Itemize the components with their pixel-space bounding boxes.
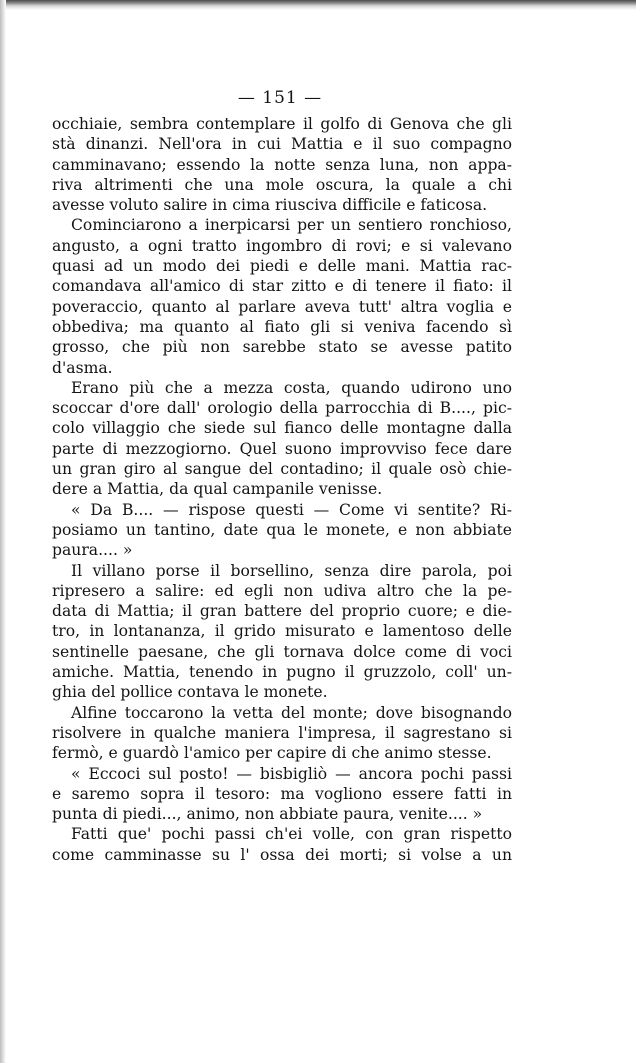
text-line: camminavano; essendo la notte senza luna, non appa- bbox=[52, 155, 512, 174]
text-line: sentinelle paesane, che gli tornava dolce come di voci bbox=[52, 642, 512, 661]
text-line: Cominciarono a inerpicarsi per un sentiero ronchioso, bbox=[71, 216, 512, 235]
page-number: — 151 — bbox=[237, 88, 323, 108]
text-line: ripresero a salire: ed egli non udiva altro che la pe- bbox=[52, 581, 512, 600]
text-line: Il villano porse il borsellino, senza dire parola, poi bbox=[71, 561, 512, 580]
text-line: un gran giro al sangue del contadino; il quale osò chie- bbox=[52, 460, 512, 479]
text-line: « Da B.... — rispose questi — Come vi sentite? Ri- bbox=[71, 500, 512, 519]
text-line: ghia del pollice contava le monete. bbox=[52, 683, 328, 702]
text-line: risolvere in qualche maniera l'impresa, il sagrestano si bbox=[52, 723, 512, 742]
text-line: occhiaie, sembra contemplare il golfo di Genova che gli bbox=[52, 115, 512, 133]
text-line: Alfine toccarono la vetta del monte; dove bisognando bbox=[71, 703, 512, 722]
text-line: scoccar d'ore dall' orologio della parrocchia di B...., pic- bbox=[52, 399, 512, 418]
text-line: d'asma. bbox=[52, 358, 113, 377]
text-line: posiamo un tantino, date qua le monete, e non abbiate bbox=[52, 520, 512, 539]
text-line: obbediva; ma quanto al fiato gli si veniva facendo sì bbox=[52, 317, 512, 336]
text-line: fermò, e guardò l'amico per capire di che animo stesse. bbox=[52, 744, 492, 763]
text-line: avesse voluto salire in cima riusciva difficile e faticosa. bbox=[52, 196, 488, 215]
text-line: amiche. Mattia, tenendo in pugno il gruzzolo, coll' un- bbox=[52, 663, 512, 682]
body-text bbox=[52, 114, 512, 865]
text-line: parte di mezzogiorno. Quel suono improvviso fece dare bbox=[52, 439, 512, 458]
text-line: « Eccoci sul posto! — bisbigliò — ancora pochi passi bbox=[71, 764, 512, 783]
text-line: grosso, che più non sarebbe stato se avesse patito bbox=[52, 338, 512, 357]
text-line: comandava all'amico di star zitto e di tenere il fiato: il bbox=[52, 277, 512, 296]
text-line: paura.... » bbox=[52, 541, 133, 560]
text-line: Erano più che a mezza costa, quando udirono uno bbox=[71, 378, 512, 397]
page-top-edge-shadow bbox=[0, 0, 636, 10]
text-line: stà dinanzi. Nell'ora in cui Mattia e il suo compagno bbox=[52, 135, 512, 154]
text-line: quasi ad un modo dei piedi e delle mani. Mattia rac- bbox=[52, 257, 512, 276]
text-line: tro, in lontananza, il grido misurato e lamentoso delle bbox=[52, 622, 512, 641]
text-line: angusto, a ogni tratto ingombro di rovi; e si valevano bbox=[52, 236, 512, 255]
text-line: data di Mattia; il gran battere del proprio cuore; e die- bbox=[52, 602, 512, 621]
text-line: Fatti que' pochi passi ch'ei volle, con gran rispetto bbox=[71, 825, 512, 844]
text-line: dere a Mattia, da qual campanile venisse. bbox=[52, 480, 383, 499]
text-line: e saremo sopra il tesoro: ma vogliono essere fatti in bbox=[52, 784, 512, 803]
text-line: punta di piedi..., animo, non abbiate paura, venite.... » bbox=[52, 805, 483, 824]
text-line: poveraccio, quanto al parlare aveva tutt' altra voglia e bbox=[52, 297, 512, 316]
text-line: come camminasse su l' ossa dei morti; si volse a un bbox=[52, 845, 512, 864]
text-line: colo villaggio che siede sul fianco delle montagne dalla bbox=[52, 419, 512, 438]
page-left-edge-shadow bbox=[0, 0, 6, 1063]
text-line: riva altrimenti che una mole oscura, la quale a chi bbox=[52, 175, 512, 194]
